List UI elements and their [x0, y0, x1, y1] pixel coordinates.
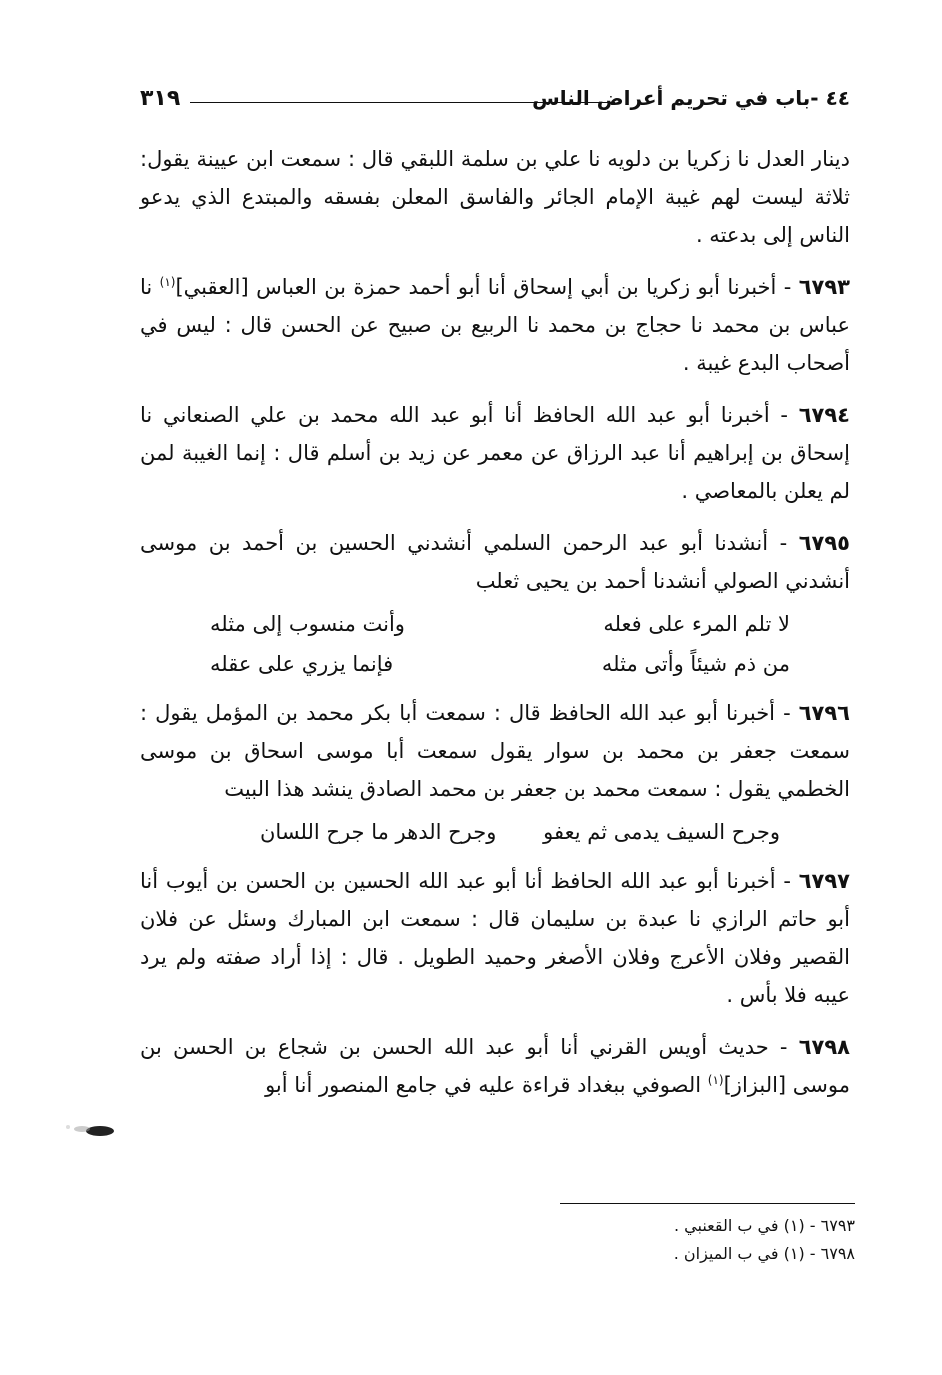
paragraph-text: - أخبرنا أبو عبد الله الحافظ قال : سمعت أبا بكر محمد بن المؤمل يقول : سمعت جعفر بن محمد بن سوار يقول سمعت أبا موسى اسحاق بن موسى الخطمي يقول : سمعت محمد بن جعفر بن محمد الصادق ينشد هذا البيت	[140, 701, 850, 801]
running-title: ٤٤ -باب في تحريم أعراض الناس	[532, 86, 850, 110]
verse-second-hemistich: فإنما يزري على عقله	[210, 652, 394, 676]
header-rule	[190, 102, 615, 103]
verse-line	[140, 644, 850, 684]
paragraph-text: - أخبرنا أبو زكريا بن أبي إسحاق أنا أبو أحمد حمزة بن العباس [العقبي]	[175, 275, 799, 299]
main-text	[140, 140, 850, 1118]
page-header	[140, 84, 850, 118]
hadith-number: ٦٧٩٦	[798, 701, 850, 725]
paragraph-6793	[140, 268, 850, 382]
paragraph-text: - أنشدنا أبو عبد الرحمن السلمي أنشدني الحسين بن أحمد بن موسى أنشدني الصولي أنشدنا أحمد بن يحيى ثعلب	[140, 531, 850, 593]
paragraph-6795	[140, 524, 850, 600]
hadith-number: ٦٧٩٥	[798, 531, 850, 555]
paragraph-6797	[140, 862, 850, 1014]
paragraph-6796	[140, 694, 850, 808]
footnote: ٦٧٩٨ - (١) في ب الميزان .	[673, 1244, 855, 1263]
footnote-marker: (١)	[707, 1073, 724, 1087]
paragraph-text: - أخبرنا أبو عبد الله الحافظ أنا أبو عبد الله الحسين بن الحسن بن أيوب أنا أبو حاتم الرازي نا عبدة بن سليمان قال : سمعت ابن المبارك وسئل عن فلان القصير وفلان الأعرج وفلان الأصغر وحميد الطويل . قال : إذا أراد صفته ولم يرد عيبه فلا بأس .	[140, 869, 850, 1007]
hadith-number: ٦٧٩٧	[798, 869, 850, 893]
paragraph-text: - أخبرنا أبو عبد الله الحافظ أنا أبو عبد الله محمد بن علي الصنعاني نا إسحاق بن إبراهيم أنا عبد الرزاق عن معمر عن زيد بن أسلم قال : إنما الغيبة لمن لم يعلن بالمعاصي .	[140, 403, 850, 503]
paragraph-continuation	[140, 140, 850, 254]
poem-2	[140, 812, 850, 852]
paragraph-text: - حديث أويس القرني أنا أبو عبد الله الحسن بن شجاع بن الحسن بن موسى [البزاز]	[140, 1035, 850, 1097]
poem-1	[140, 604, 850, 684]
verse-second-hemistich: وجرح الدهر ما جرح اللسان	[260, 820, 497, 844]
paragraph-text: نا عباس بن محمد نا حجاج بن محمد نا الربيع بن صبيح عن الحسن قال : ليس في أصحاب البدع غيبة .	[140, 275, 850, 375]
footnote-marker: (١)	[159, 275, 176, 289]
hadith-number: ٦٧٩٨	[798, 1035, 850, 1059]
footnote-rule	[560, 1203, 855, 1204]
verse-first-hemistich: لا تلم المرء على فعله	[603, 612, 790, 636]
verse-second-hemistich: وأنت منسوب إلى مثله	[210, 612, 405, 636]
verse-line	[140, 604, 850, 644]
footnote: ٦٧٩٣ - (١) في ب القعنبي .	[674, 1216, 855, 1235]
paragraph-6794	[140, 396, 850, 510]
page-number: ٣١٩	[140, 86, 181, 111]
paragraph-text: الصوفي ببغداد قراءة عليه في جامع المنصور أنا أبو	[265, 1073, 708, 1097]
paragraph-text: دينار العدل نا زكريا بن دلويه نا علي بن سلمة اللبقي قال : سمعت ابن عيينة يقول: ثلاثة ليست لهم غيبة الإمام الجائر والفاسق المعلن بفسقه والمبتدع الذي يدعو الناس إلى بدعته .	[140, 147, 850, 247]
ink-smudge	[60, 1120, 120, 1140]
hadith-number: ٦٧٩٤	[798, 403, 850, 427]
footnotes	[420, 1212, 855, 1268]
verse-first-hemistich: من ذم شيئاً وأتى مثله	[601, 652, 790, 676]
hadith-number: ٦٧٩٣	[798, 275, 851, 299]
verse-line	[140, 812, 850, 852]
paragraph-6798	[140, 1028, 850, 1104]
verse-first-hemistich: وجرح السيف يدمى ثم يعفو	[543, 820, 780, 844]
